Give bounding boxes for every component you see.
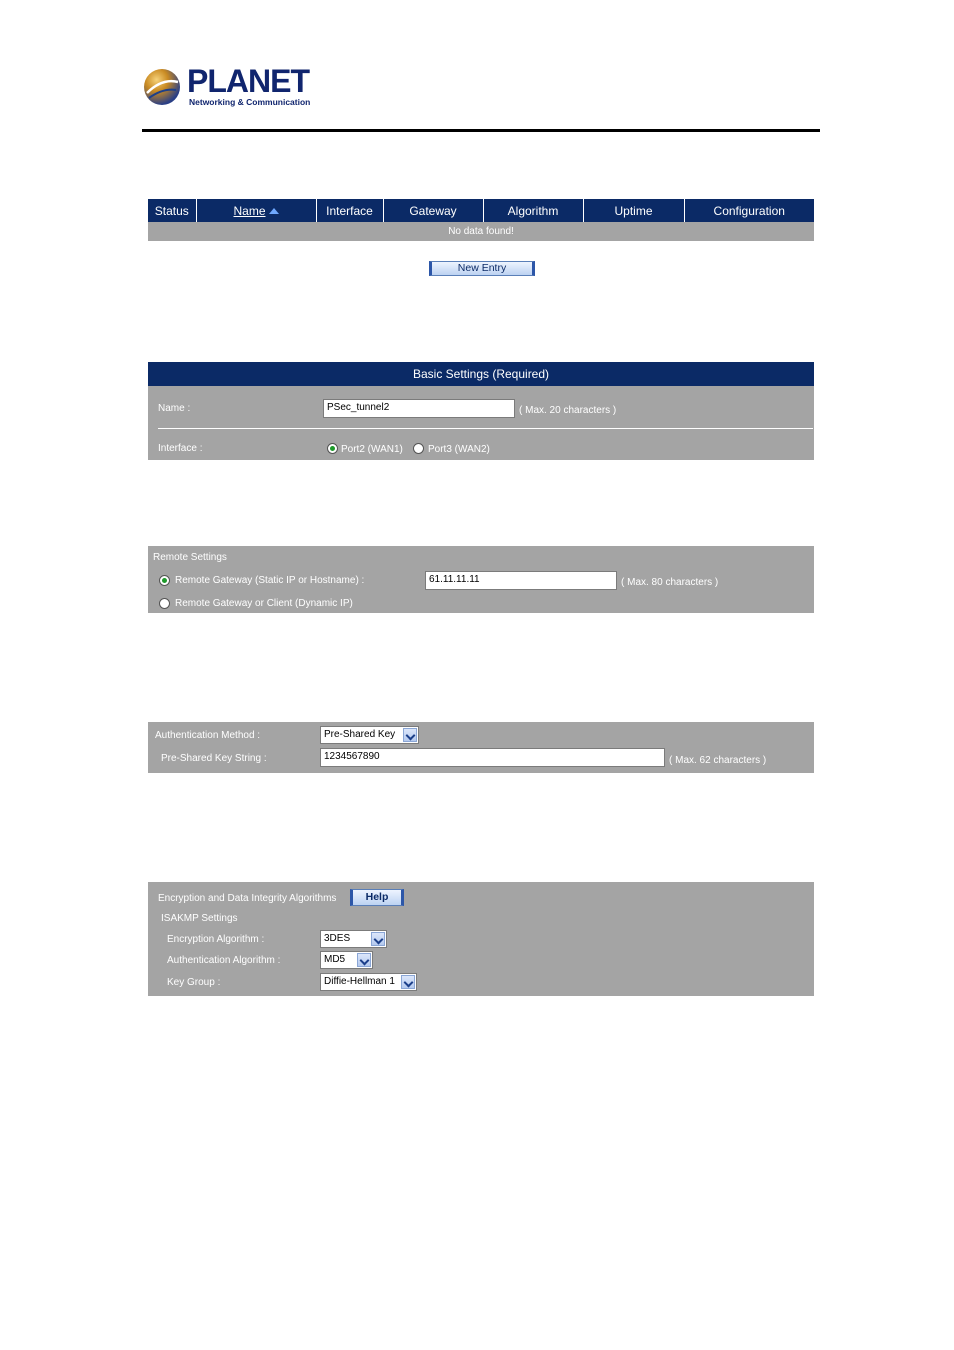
interface-label: Interface :	[158, 443, 203, 454]
encryption-algorithm-select[interactable]	[320, 930, 387, 948]
chevron-down-icon	[357, 953, 371, 967]
encryption-panel	[148, 882, 814, 996]
key-group-label: Key Group :	[167, 977, 221, 988]
key-group-select[interactable]	[320, 973, 417, 991]
authentication-algorithm-value: MD5	[324, 954, 346, 965]
remote-gateway-input[interactable]: 61.11.11.11	[425, 571, 617, 590]
globe-icon	[143, 68, 181, 106]
encryption-algorithm-value: 3DES	[324, 933, 351, 944]
psk-label: Pre-Shared Key String :	[161, 753, 267, 764]
interface-port2-radio[interactable]	[327, 443, 338, 454]
key-group-value: Diffie-Hellman 1	[324, 976, 395, 987]
column-algorithm: Algorithm	[483, 199, 583, 222]
column-configuration: Configuration	[684, 199, 814, 222]
name-hint: ( Max. 20 characters )	[519, 405, 617, 416]
remote-static-label: Remote Gateway (Static IP or Hostname) :	[175, 575, 365, 586]
name-input[interactable]: PSec_tunnel2	[323, 399, 515, 418]
empty-message: No data found!	[148, 222, 814, 241]
remote-gateway-hint: ( Max. 80 characters )	[621, 577, 719, 588]
remote-dynamic-radio[interactable]	[159, 598, 170, 609]
brand-tagline: Networking & Communication	[189, 97, 311, 107]
help-button[interactable]: Help	[350, 889, 404, 906]
sort-ascending-icon	[269, 208, 279, 214]
section-divider	[158, 428, 813, 429]
table-row	[148, 222, 814, 241]
psk-hint: ( Max. 62 characters )	[669, 755, 767, 766]
interface-port2-label: Port2 (WAN1)	[341, 444, 403, 455]
header-divider	[142, 129, 820, 132]
authentication-panel	[148, 722, 814, 773]
column-uptime: Uptime	[583, 199, 684, 222]
column-name[interactable]	[196, 199, 316, 222]
authentication-algorithm-select[interactable]	[320, 951, 373, 969]
encryption-algorithm-label: Encryption Algorithm :	[167, 934, 265, 945]
remote-static-radio[interactable]	[159, 575, 170, 586]
auth-method-value: Pre-Shared Key	[324, 729, 396, 740]
tunnel-list-table	[148, 199, 814, 241]
name-label: Name :	[158, 403, 191, 414]
interface-port3-label: Port3 (WAN2)	[428, 444, 490, 455]
remote-dynamic-label: Remote Gateway or Client (Dynamic IP)	[175, 598, 353, 609]
interface-port3-radio[interactable]	[413, 443, 424, 454]
auth-method-select[interactable]	[320, 726, 419, 744]
isakmp-label: ISAKMP Settings	[161, 913, 238, 924]
chevron-down-icon	[401, 975, 415, 989]
new-entry-button[interactable]: New Entry	[429, 261, 535, 276]
basic-settings-panel	[148, 362, 814, 460]
auth-method-label: Authentication Method :	[155, 730, 261, 741]
psk-input[interactable]: 1234567890	[320, 748, 665, 767]
brand-name: PLANET	[187, 63, 309, 99]
table-header-row	[148, 199, 814, 222]
chevron-down-icon	[403, 728, 417, 742]
sort-by-name-link[interactable]: Name	[233, 203, 266, 218]
authentication-algorithm-label: Authentication Algorithm :	[167, 955, 281, 966]
basic-settings-title: Basic Settings (Required)	[148, 362, 814, 386]
column-status: Status	[148, 199, 196, 222]
column-gateway: Gateway	[383, 199, 483, 222]
planet-logo	[143, 63, 313, 110]
column-interface: Interface	[316, 199, 383, 222]
chevron-down-icon	[371, 932, 385, 946]
encryption-title: Encryption and Data Integrity Algorithms	[158, 893, 337, 904]
remote-settings-panel	[148, 546, 814, 613]
remote-settings-title: Remote Settings	[153, 552, 227, 563]
